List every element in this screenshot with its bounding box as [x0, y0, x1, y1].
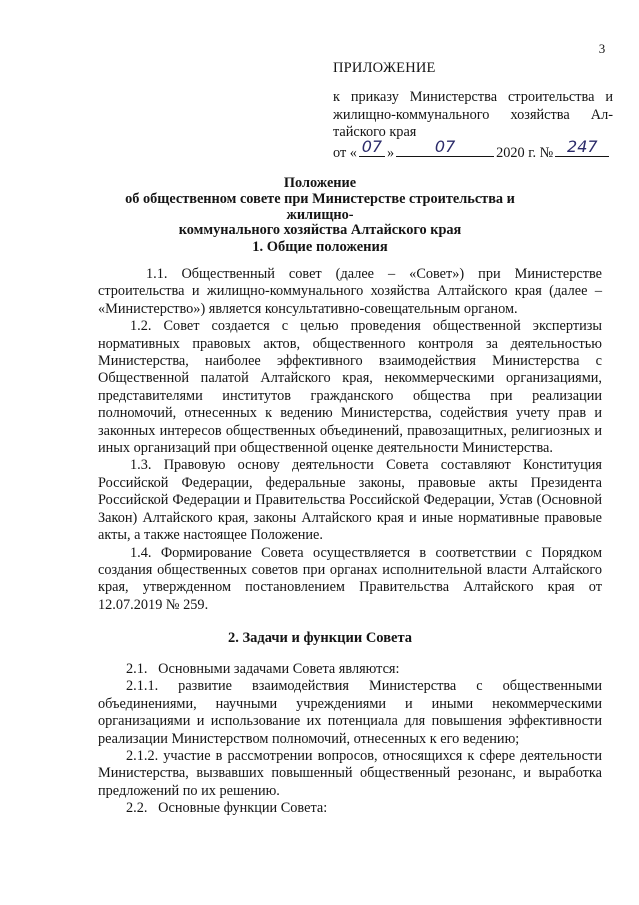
page-number: 3 — [598, 41, 606, 56]
paragraph-2-1-1: 2.1.1. развитие взаимодействия Министерства с общественными объединениями, научными учреждениями и иными некоммерческими организациями и использование их потенциала для повышения эффективности реализации Министерством полномочий, отнесенных к его ведению; — [98, 678, 602, 747]
regulation-heading — [100, 176, 540, 239]
order-date-row — [333, 137, 613, 162]
appendix-line-1: к приказу Министерства строительства и — [333, 89, 613, 106]
handwritten-month: 07 — [434, 137, 456, 157]
paragraph-1-3: 1.3. Правовую основу деятельности Совета составляют Конституция Российской Федерации, федеральные законы, правовые акты Президента Российской Федерации и Правительства Российской Федерации, Устав (Основной Закон) Алтайского края, законы Алтайского края и иные нормативные правовые акты, а также настоящее Положение. — [98, 457, 602, 544]
date-quote-close: » — [386, 144, 395, 161]
paragraph-2-2: 2.2. Основные функции Совета: — [126, 800, 328, 817]
heading-line-3: коммунального хозяйства Алтайского края — [178, 222, 462, 239]
day-field — [359, 137, 385, 157]
section-2-title: 2. Задачи и функции Совета — [227, 630, 413, 646]
appendix-block — [333, 60, 613, 162]
handwritten-day: 07 — [361, 137, 383, 157]
paragraph-1-1: 1.1. Общественный совет (далее – «Совет») при Министерстве строительства и жилищно-коммунального хозяйства Алтайского края (далее – «Министерство») является консультативно-совещательным органом. — [98, 266, 602, 317]
paragraph-2-1-2: 2.1.2. участие в рассмотрении вопросов, относящихся к сфере деятельности Министерства, вызвавших повышенный общественный резонанс, и выработка предложений по их решению. — [98, 748, 602, 799]
heading-line-2: об общественном совете при Министерстве строительства и жилищно- — [125, 190, 515, 223]
section-1-title: 1. Общие положения — [252, 239, 388, 255]
section-1-body — [98, 266, 602, 614]
heading-line-1: Положение — [283, 175, 357, 191]
date-prefix: от « — [333, 144, 357, 161]
handwritten-order-number: 247 — [567, 137, 598, 157]
paragraph-2-1: 2.1. Основными задачами Совета являются: — [126, 661, 400, 677]
paragraph-1-4: 1.4. Формирование Совета осуществляется в соответствии с Порядком создания общественных советов при органах исполнительной власти Алтайского края, утвержденном постановлением Правительства Алтайского края от 12.07.2019 № 259. — [98, 544, 602, 613]
month-field — [396, 137, 494, 157]
paragraph-1-2: 1.2. Совет создается с целью проведения общественной экспертизы нормативных правовых актов, общественного контроля за деятельностью Министерства, наиболее эффективного взаимодействия Министерства с Общественной палатой Алтайского края, некоммерческими организациями, представителями институтов гражданского общества при реализации полномочий, отнесенных к ведению Министерства, содействия учету прав и законных интересов общественных объединений, правозащитных, религиозных и иных организаций при общественной оценке деятельности Министерства. — [98, 318, 602, 457]
appendix-line-3: тайского края — [333, 124, 417, 141]
appendix-line-2: жилищно-коммунального хозяйства Ал- — [333, 106, 613, 123]
date-year: 2020 г. № — [496, 144, 554, 161]
section-2-body — [98, 661, 602, 818]
order-number-field — [555, 137, 609, 157]
appendix-title: ПРИЛОЖЕНИЕ — [333, 60, 436, 76]
